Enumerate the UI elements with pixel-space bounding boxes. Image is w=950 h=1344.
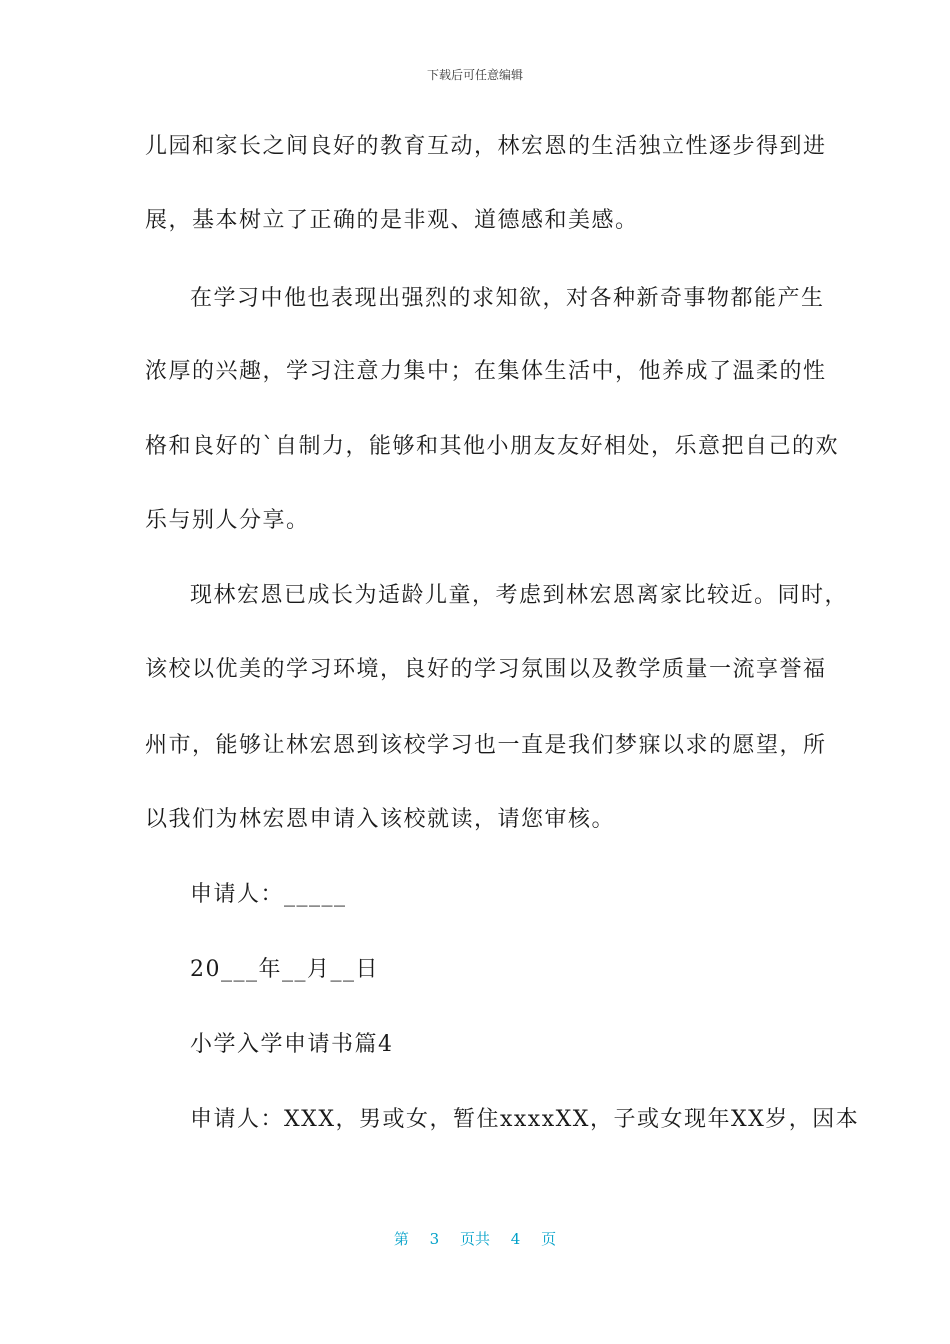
body-line-1: 儿园和家长之间良好的教育互动，林宏恩的生活独立性逐步得到进 [145,134,827,159]
body-line-10: 以我们为林宏恩申请入该校就读，请您审核。 [145,807,616,832]
page-header: 下载后可任意编辑 [426,68,523,82]
footer-label-di: 第 [393,1230,409,1248]
applicant-signature-line: 申请人：_____ [190,882,347,907]
body-line-5: 格和良好的`自制力，能够和其他小朋友友好相处，乐意把自己的欢 [145,434,840,459]
date-line: 20___年__月__日 [190,957,379,982]
page-footer [0,1228,950,1249]
body-line-8: 该校以优美的学习环境，良好的学习氛围以及教学质量一流享誉福 [145,657,827,682]
footer-total-pages: 4 [510,1230,521,1248]
body-line-14: 申请人：XXX，男或女，暂住xxxxXX，子或女现年XX岁，因本 [190,1107,860,1132]
footer-label-ye: 页 [541,1230,557,1248]
body-line-6: 乐与别人分享。 [145,508,310,533]
footer-label-yegong: 页共 [459,1230,490,1248]
body-line-9: 州市，能够让林宏恩到该校学习也一直是我们梦寐以求的愿望，所 [145,733,827,758]
body-line-7: 现林宏恩已成长为适龄儿童，考虑到林宏恩离家比较近。同时， [190,583,849,608]
body-line-4: 浓厚的兴趣，学习注意力集中；在集体生活中，他养成了温柔的性 [145,359,827,384]
footer-current-page: 3 [429,1230,440,1248]
section-title: 小学入学申请书篇4 [190,1032,394,1057]
body-line-3: 在学习中他也表现出强烈的求知欲，对各种新奇事物都能产生 [190,286,825,311]
body-line-2: 展，基本树立了正确的是非观、道德感和美感。 [145,208,639,233]
